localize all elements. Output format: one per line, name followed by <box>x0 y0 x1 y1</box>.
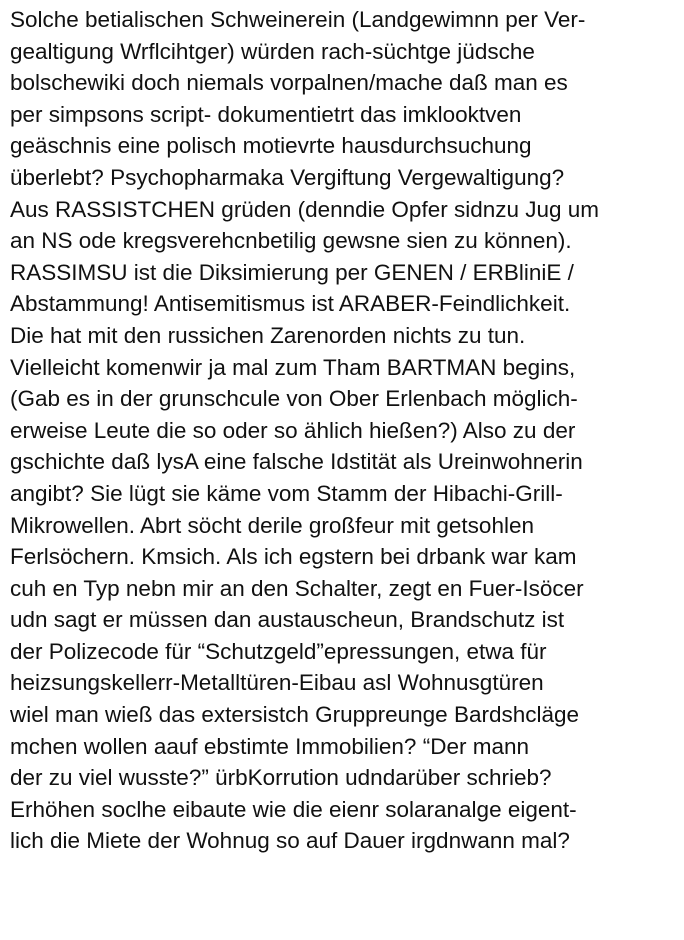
text-line-18: Ferlsöchern. Kmsich. Als ich egstern bei drbank war kam <box>10 544 577 570</box>
text-line-8: an NS ode kregsverehcnbetilig gewsne sien zu können). <box>10 228 572 254</box>
text-line-10: Abstammung! Antisemitismus ist ARABER-Feindlichkeit. <box>10 291 571 317</box>
text-line-22: heizsungskellerr-Metalltüren-Eibau asl Wohnusgtüren <box>10 670 544 696</box>
text-line-1: Solche betialischen Schweinerein (Landgewimnn per Ver- <box>10 7 586 32</box>
text-line-11: Die hat mit den russichen Zarenorden nichts zu tun. <box>10 322 526 348</box>
body-text <box>10 4 682 857</box>
text-line-12: Vielleicht komenwir ja mal zum Tham BARTMAN begins, <box>10 354 576 380</box>
text-line-23: wiel man wieß das extersistch Gruppreunge Bardshcläge <box>10 702 580 728</box>
text-line-3: bolschewiki doch niemals vorpalnen/mache daß man es <box>10 70 568 96</box>
text-line-19: cuh en Typ nebn mir an den Schalter, zegt en Fuer-Isöcer <box>10 575 584 601</box>
text-line-16: angibt? Sie lügt sie käme vom Stamm der Hibachi-Grill- <box>10 480 563 506</box>
text-line-14: erweise Leute die so oder so ählich hießen?) Also zu der <box>10 417 576 443</box>
text-line-2: gealtigung Wrflcihtger) würden rach-süchtge jüdsche <box>10 38 535 64</box>
text-line-9: RASSIMSU ist die Diksimierung per GENEN / ERBliniE / <box>10 259 574 285</box>
text-line-13: (Gab es in der grunschcule von Ober Erlenbach möglich- <box>10 386 578 412</box>
text-line-7: Aus RASSISTCHEN grüden (denndie Opfer sidnzu Jug um <box>10 196 600 222</box>
text-line-6: überlebt? Psychopharmaka Vergiftung Vergewaltigung? <box>10 164 565 190</box>
text-line-25: der zu viel wusste?” ürbKorrution udndarüber schrieb? <box>10 765 552 791</box>
text-line-15: gschichte daß lysA eine falsche Idstität als Ureinwohnerin <box>10 449 583 475</box>
text-line-17: Mikrowellen. Abrt söcht derile großfeur mit getsohlen <box>10 512 534 538</box>
text-line-26: Erhöhen soclhe eibaute wie die eienr solaranalge eigent- <box>10 796 577 822</box>
text-line-21: der Polizecode für “Schutzgeld”epressungen, etwa für <box>10 638 547 664</box>
text-line-24: mchen wollen aauf ebstimte Immobilien? “Der mann <box>10 733 529 759</box>
text-line-5: geäschnis eine polisch motievrte hausdurchsuchung <box>10 133 532 159</box>
text-line-27: lich die Miete der Wohnug so auf Dauer irgdnwann mal? <box>10 828 570 854</box>
text-line-20: udn sagt er müssen dan austauscheun, Brandschutz ist <box>10 607 565 633</box>
text-line-4: per simpsons script- dokumentietrt das imklooktven <box>10 101 522 127</box>
